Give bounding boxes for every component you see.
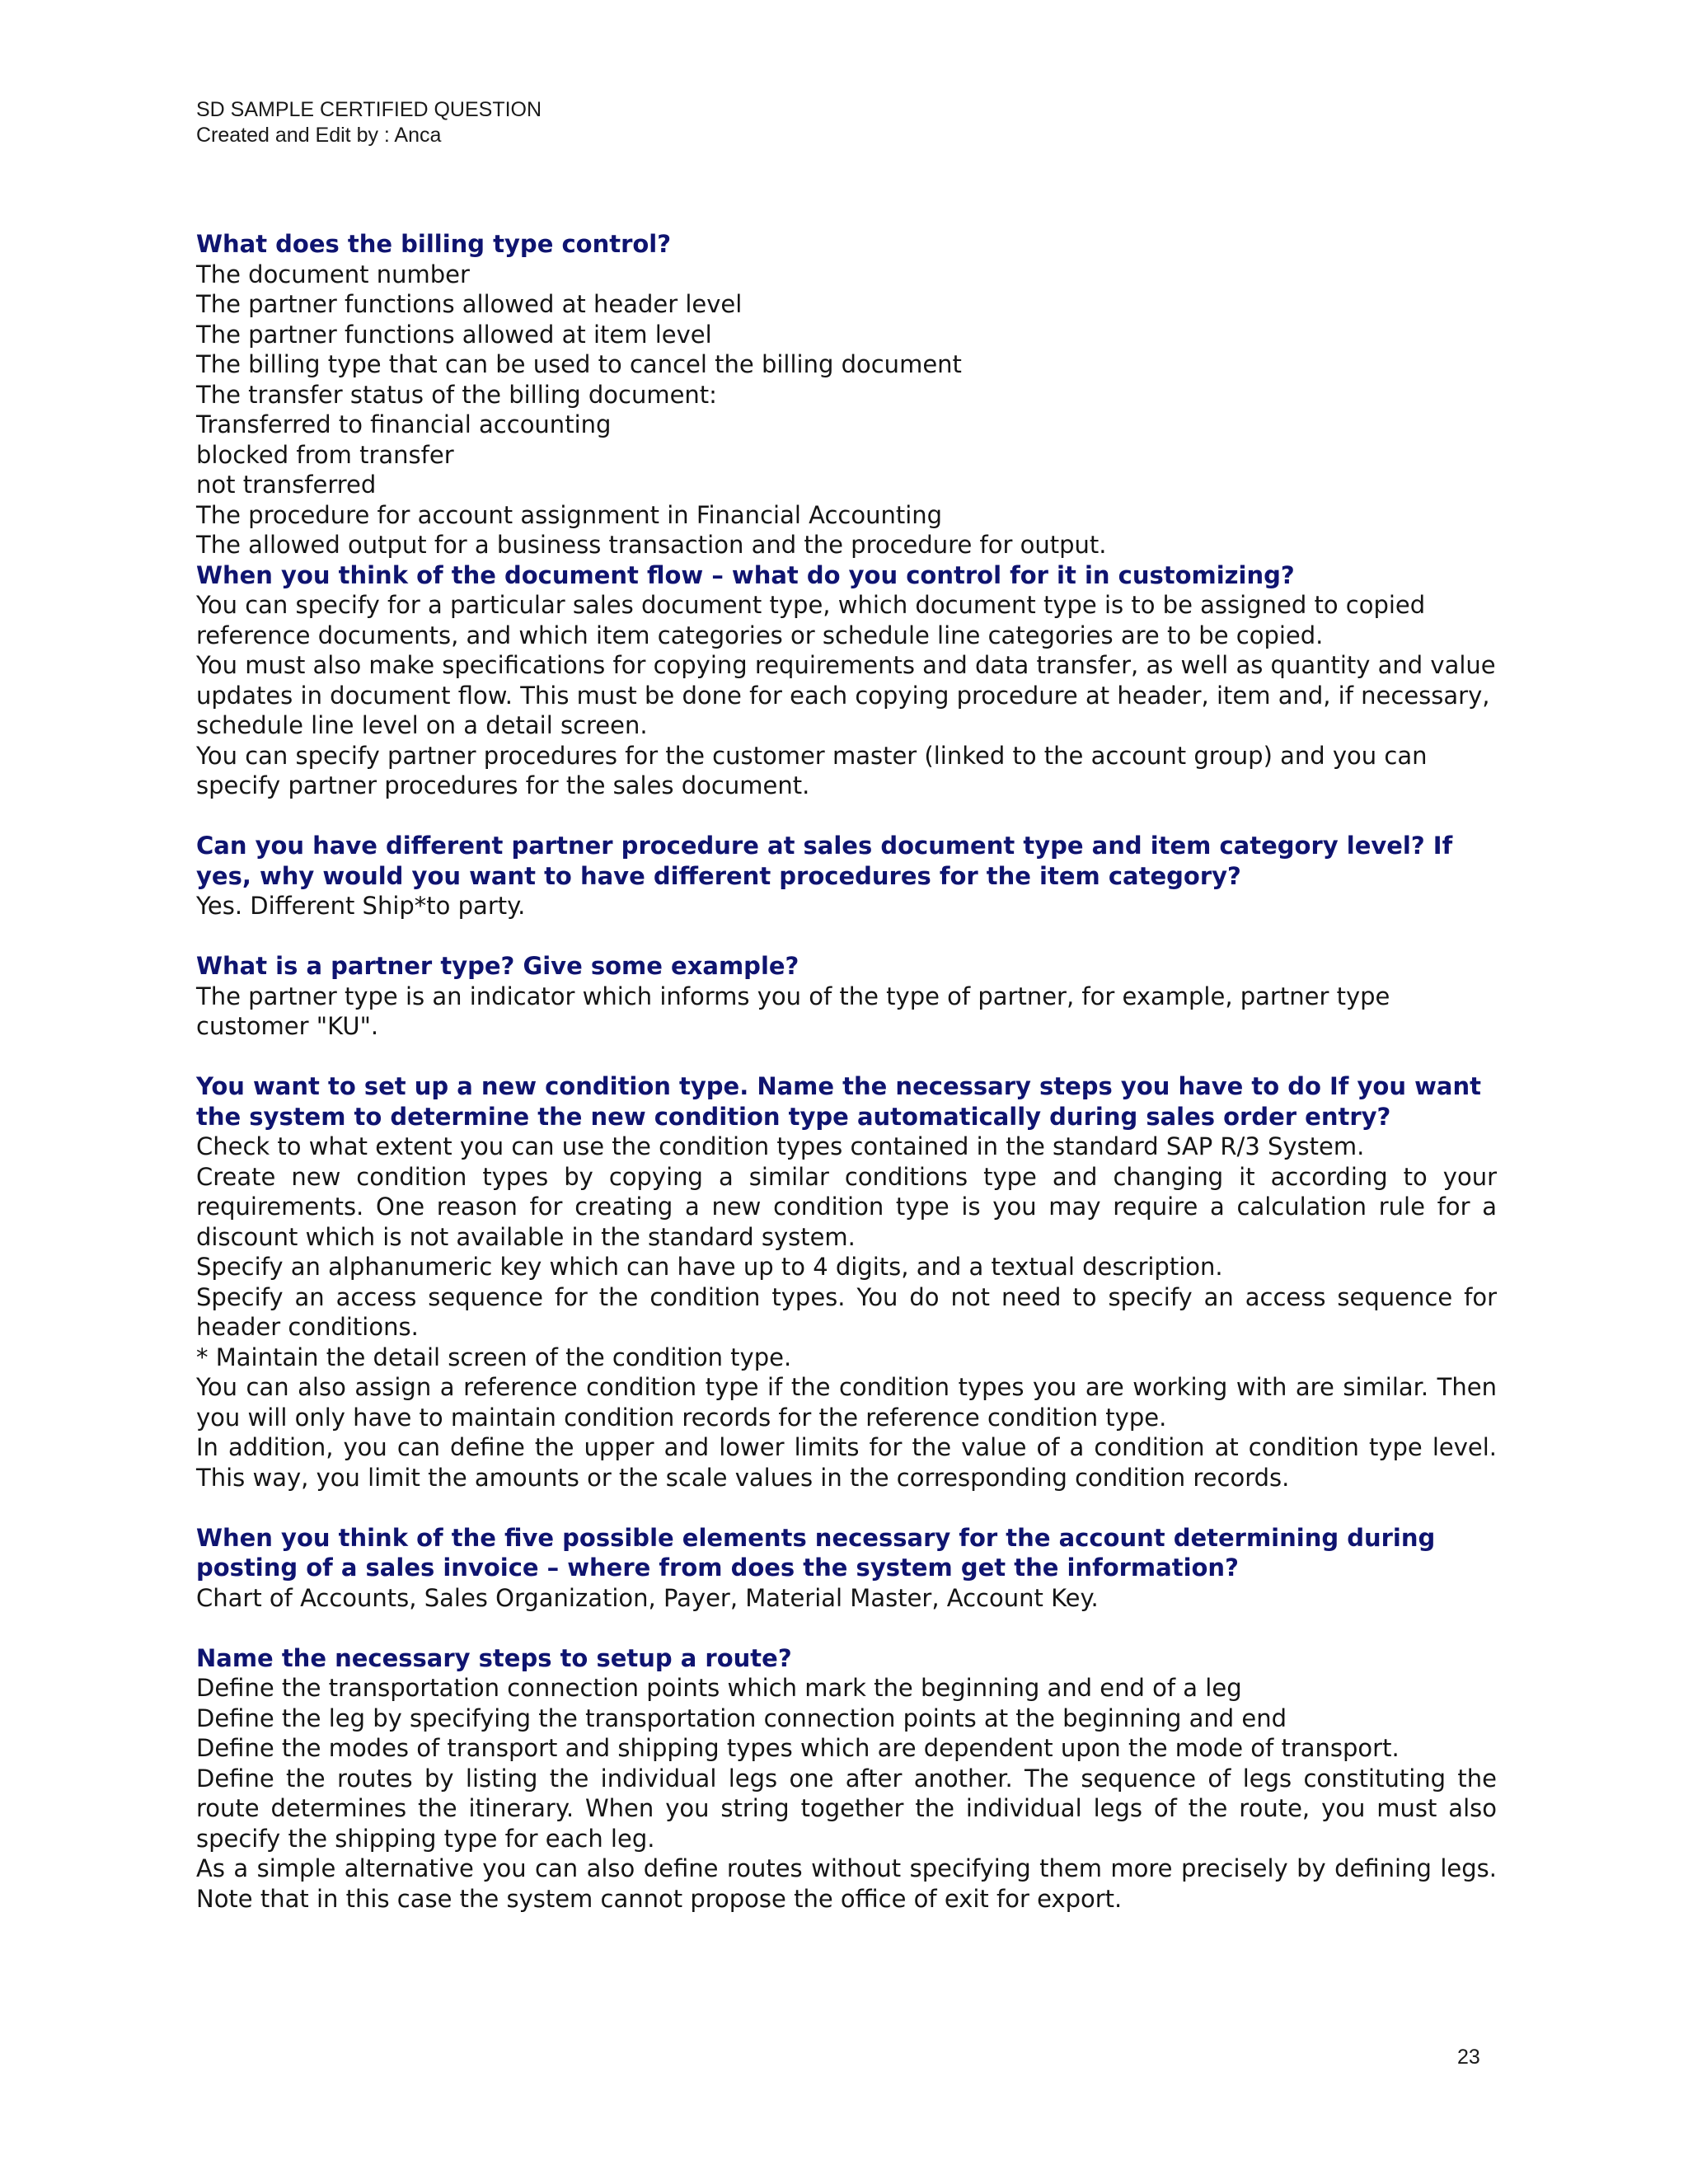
qa-section-partner-procedure [196,831,1497,921]
answer-paragraph: You must also make specifications for copying requirements and data transfer, as well as quantity and value updates in document flow. This must be done for each copying procedure at header, item and, if necessary, schedule line level on a detail screen. [196,651,1496,739]
answer-paragraph: * Maintain the detail screen of the condition type. [196,1343,792,1371]
answer-paragraph: As a simple alternative you can also define routes without specifying them more precisely by defining legs. Note that in this case the system cannot propose the office of exit for export. [196,1854,1497,1913]
answer-line: The procedure for account assignment in Financial Accounting [196,500,943,529]
answer-line: The billing type that can be used to cancel the billing document [196,350,962,378]
answer-paragraph: Chart of Accounts, Sales Organization, Payer, Material Master, Account Key. [196,1583,1099,1612]
answer-paragraph: You can specify for a particular sales document type, which document type is to be assigned to copied reference documents, and which item categories or schedule line categories are to be copied. [196,591,1426,649]
answer-paragraph: You can also assign a reference condition type if the condition types you are working with are similar. Then you will only have to maintain condition records for the reference condition type. [196,1373,1497,1432]
answer-line: The transfer status of the billing document: [196,380,717,409]
answer-paragraph: Define the routes by listing the individual legs one after another. The sequence of legs constituting the route determines the itinerary. When you string together the individual legs of the route, you must also specify the shipping type for each leg. [196,1764,1497,1853]
answer-line: The partner functions allowed at item level [196,320,712,349]
page-header [196,97,542,148]
answer-paragraph: Yes. Different Ship*to party. [196,892,526,920]
qa-section-billing-type [196,229,1497,560]
question-heading: Can you have different partner procedure at sales document type and item category level? If yes, why would you want to have different procedures for the item category? [196,832,1453,890]
question-heading: You want to set up a new condition type. Name the necessary steps you have to do If you want the system to determine the new condition type automatically during sales order entry? [196,1072,1481,1131]
document-body [196,229,1497,1914]
answer-paragraph: Specify an access sequence for the condition types. You do not need to specify an access sequence for header conditions. [196,1282,1497,1341]
qa-section-route-setup [196,1643,1497,1915]
question-heading: What is a partner type? Give some example? [196,952,799,980]
answer-paragraph: The partner type is an indicator which informs you of the type of partner, for example, partner type customer "KU". [196,982,1390,1040]
answer-line: The document number [196,260,470,288]
answer-paragraph: Check to what extent you can use the condition types contained in the standard SAP R/3 System. [196,1132,1365,1160]
answer-paragraph: Specify an alphanumeric key which can have up to 4 digits, and a textual description. [196,1253,1223,1281]
document-author: Created and Edit by : Anca [196,124,442,147]
answer-paragraph: Create new condition types by copying a similar conditions type and changing it according to your requirements. One reason for creating a new condition type is you may require a calculation rule for a discount which is not available in the standard system. [196,1162,1497,1251]
qa-section-document-flow [196,560,1497,801]
document-title: SD SAMPLE CERTIFIED QUESTION [196,98,542,121]
answer-line: Transferred to financial accounting [196,410,612,438]
question-heading: When you think of the document flow – what do you control for it in customizing? [196,560,1295,589]
answer-paragraph: Define the modes of transport and shipping types which are dependent upon the mode of transport. [196,1734,1400,1762]
qa-section-partner-type [196,951,1497,1042]
qa-section-condition-type [196,1071,1497,1493]
answer-paragraph: You can specify partner procedures for the customer master (linked to the account group) and you can specify partner procedures for the sales document. [196,741,1428,799]
answer-line: blocked from transfer [196,440,454,469]
answer-line: The partner functions allowed at header level [196,290,743,318]
answer-line: The allowed output for a business transaction and the procedure for output. [196,531,1107,559]
page-number: 23 [1457,2046,1480,2069]
qa-section-account-determination [196,1523,1497,1614]
answer-paragraph: In addition, you can define the upper and lower limits for the value of a condition at condition type level. This way, you limit the amounts or the scale values in the corresponding condition records. [196,1433,1497,1492]
question-heading: When you think of the five possible elements necessary for the account determining during posting of a sales invoice – where from does the system get the information? [196,1523,1436,1582]
answer-paragraph: Define the transportation connection points which mark the beginning and end of a leg [196,1674,1242,1702]
question-heading: What does the billing type control? [196,230,672,258]
question-heading: Name the necessary steps to setup a route? [196,1643,792,1672]
answer-line: not transferred [196,471,377,499]
answer-paragraph: Define the leg by specifying the transportation connection points at the beginning and end [196,1704,1287,1732]
